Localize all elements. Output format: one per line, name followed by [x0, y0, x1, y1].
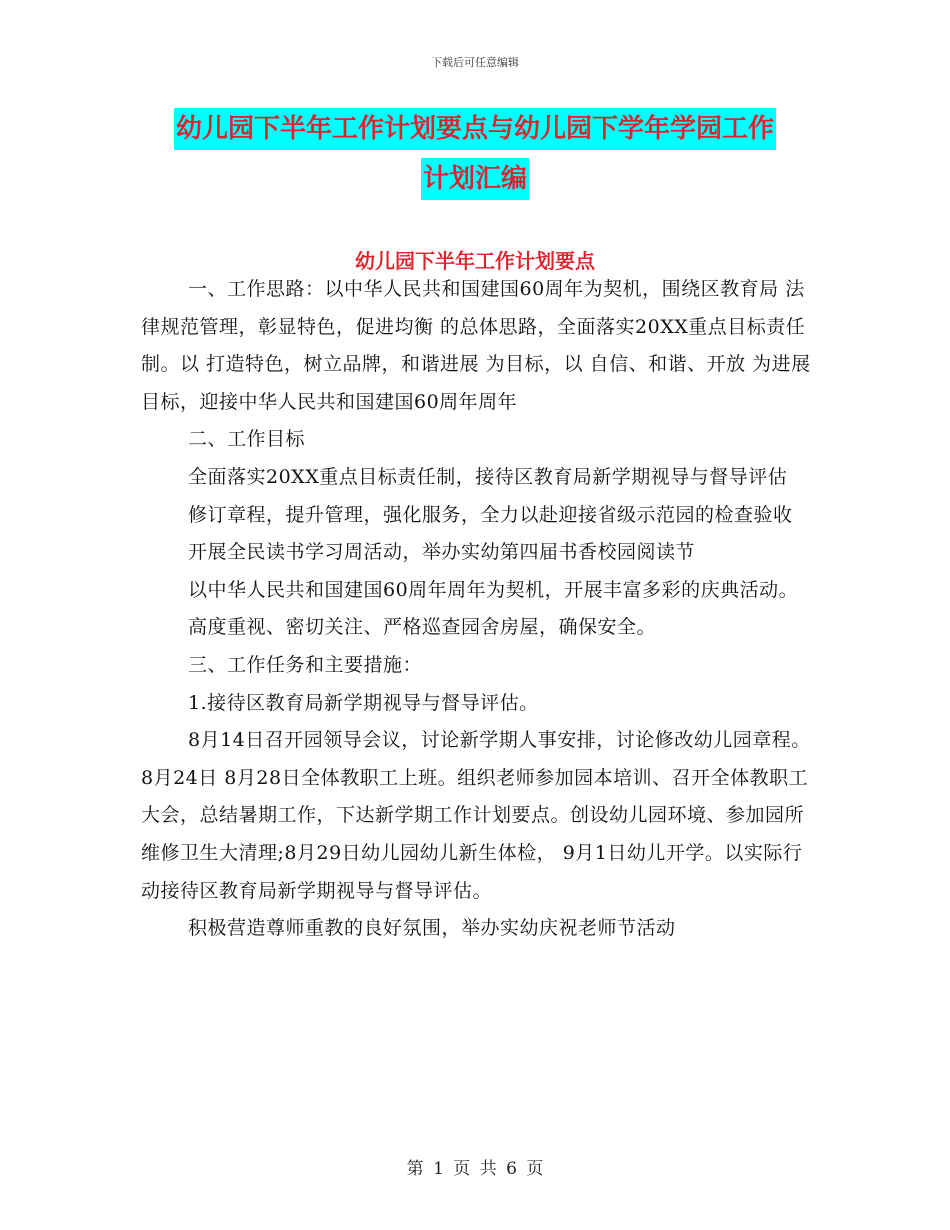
paragraph-work-ideas: 一、工作思路：以中华人民共和国建国60周年为契机，围绕区教育局 法律规范管理，彰显特色，促进均衡 的总体思路，全面落实20XX重点目标责任制。以 打造特色，树立品牌，和谐进展 为目标，以 自信、和谐、开放 为进展目标，迎接中华人民共和国建国60周年周年 — [141, 278, 811, 413]
paragraph-goal-3: 开展全民读书学习周活动，举办实幼第四届书香校园阅读节 — [188, 541, 696, 564]
paragraph-goal-4: 以中华人民共和国建国60周年周年为契机，开展丰富多彩的庆典活动。 — [188, 578, 799, 601]
paragraph-goal-5: 高度重视、密切关注、严格巡查园舍房屋，确保安全。 — [188, 616, 657, 639]
document-title — [0, 108, 950, 200]
page-footer: 第 1 页 共 6 页 — [406, 1159, 544, 1179]
paragraph-task-1-detail: 8月14日召开园领导会议，讨论新学期人事安排，讨论修改幼儿园章程。8月24日 8月28日全体教职工上班。组织老师参加园本培训、召开全体教职工大会，总结暑期工作，下达新学期工作计划要点。创设幼儿园环境、参加园所维修卫生大清理;8月29日幼儿园幼儿新生体检， 9月1日幼儿开学。以实际行动接待区教育局新学期视导与督导评估。 — [141, 729, 811, 902]
document-title-line-1: 幼儿园下半年工作计划要点与幼儿园下学年学园工作 — [174, 108, 776, 150]
section-title: 幼儿园下半年工作计划要点 — [355, 249, 595, 273]
document-title-line-2: 计划汇编 — [421, 158, 529, 200]
paragraph-teachers-day: 积极营造尊师重教的良好氛围，举办实幼庆祝老师节活动 — [188, 917, 676, 940]
heading-task-1: 1.接待区教育局新学期视导与督导评估。 — [188, 691, 539, 714]
header-note: 下载后可任意编辑 — [431, 56, 519, 69]
paragraph-goal-2: 修订章程，提升管理，强化服务，全力以赴迎接省级示范园的检查验收 — [188, 503, 793, 526]
paragraph-goal-1: 全面落实20XX重点目标责任制，接待区教育局新学期视导与督导评估 — [188, 465, 788, 488]
heading-tasks-measures: 三、工作任务和主要措施： — [188, 653, 423, 676]
document-body — [141, 271, 811, 948]
heading-work-goals: 二、工作目标 — [188, 428, 306, 451]
